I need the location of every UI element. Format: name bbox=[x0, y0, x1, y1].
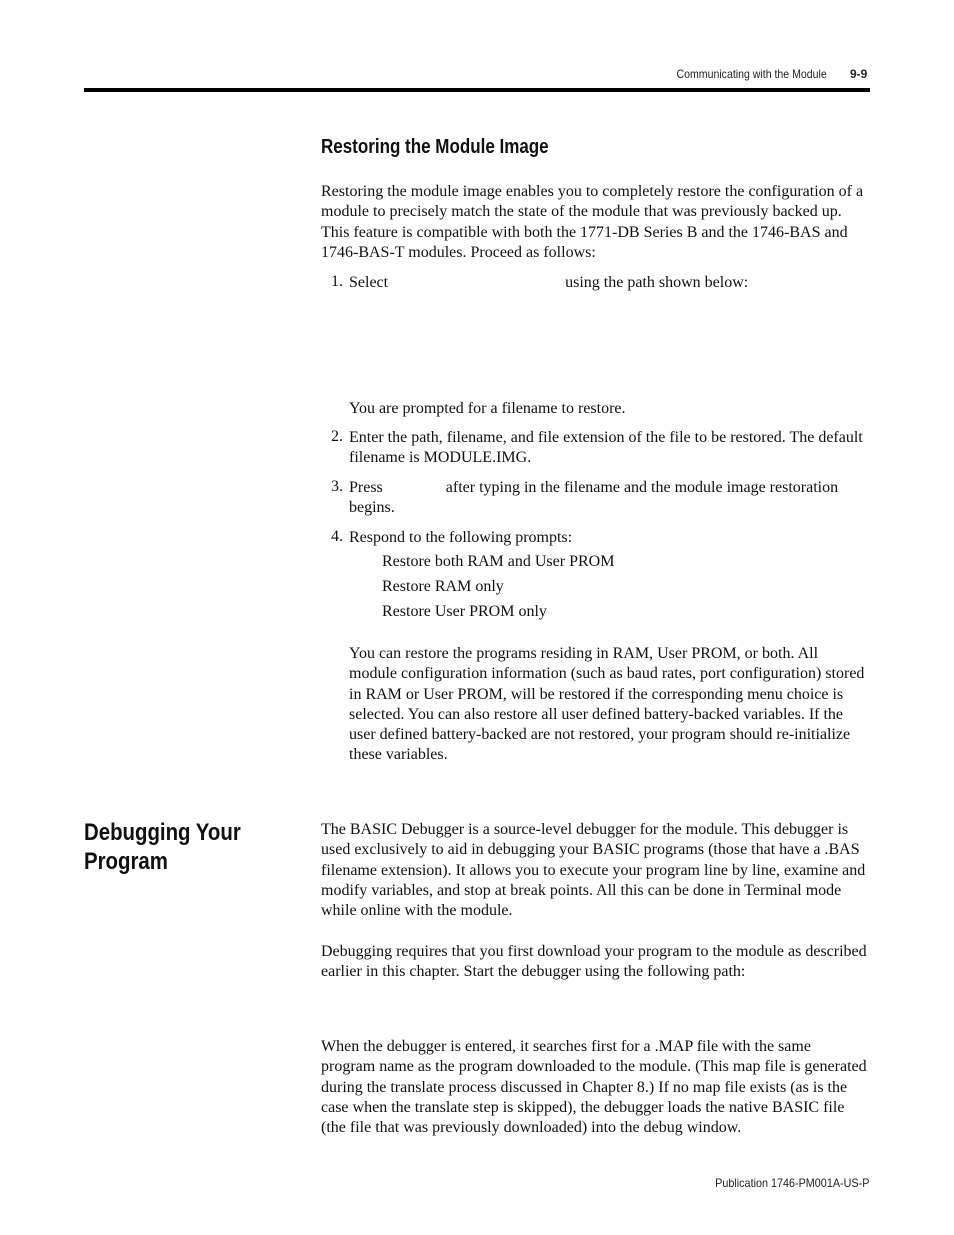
step-3-text bbox=[349, 478, 869, 519]
step-4-text: Respond to the following prompts: bbox=[349, 529, 573, 546]
section-heading-debug: Debugging Your Program bbox=[84, 819, 241, 875]
step-1-text-after: using the path shown below: bbox=[565, 274, 749, 291]
step-2-number: 2. bbox=[331, 428, 343, 445]
step-1-text bbox=[349, 273, 869, 293]
step-1-text-before: Select bbox=[349, 274, 389, 291]
running-header-title: Communicating with the Module bbox=[676, 67, 827, 81]
step-3-number: 3. bbox=[331, 478, 343, 495]
step-1-note: You are prompted for a filename to restore. bbox=[349, 400, 626, 417]
prompt-option: Restore RAM only bbox=[382, 578, 504, 595]
footer-publication: Publication 1746-PM001A-US-P bbox=[714, 1176, 869, 1190]
step-4-number: 4. bbox=[331, 528, 343, 545]
step-3-text-before: Press bbox=[349, 479, 383, 496]
prompt-option: Restore User PROM only bbox=[382, 603, 547, 620]
step-3-text-after: after typing in the filename and the module image restoration begins. bbox=[349, 479, 839, 517]
debug-paragraph-2: Debugging requires that you first download your program to the module as described earlier in this chapter. Start the debugger using the following path: bbox=[321, 943, 867, 981]
header-rule bbox=[84, 88, 870, 92]
step-4-closing: You can restore the programs residing in RAM, User PROM, or both. All module configuration information (such as baud rates, port configuration) stored in RAM or User PROM, will be restored if the corresponding menu choice is selected. You can also restore all user defined battery-backed variables. If the user defined battery-backed are not restored, your program should re-initialize these variables. bbox=[349, 645, 865, 764]
step-1-number: 1. bbox=[331, 273, 343, 290]
step-2-text: Enter the path, filename, and file extension of the file to be restored. The default filename is MODULE.IMG. bbox=[349, 429, 863, 467]
prompt-option: Restore both RAM and User PROM bbox=[382, 553, 615, 570]
restore-intro-paragraph: Restoring the module image enables you to completely restore the configuration of a module to precisely match the state of the module that was previously backed up. This feature is compatible with both the 1771-DB Series B and the 1746-BAS and 1746-BAS-T modules. Proceed as follows: bbox=[321, 183, 864, 261]
page-number: 9-9 bbox=[850, 67, 868, 81]
debug-paragraph-3: When the debugger is entered, it searches first for a .MAP file with the same program name as the program downloaded to the module. (This map file is generated during the translate process discussed in Chapter 8.) If no map file exists (as is the case when the translate step is skipped), the debugger loads the native BASIC file (the file that was previously downloaded) into the debug window. bbox=[321, 1038, 867, 1137]
section-heading-restore: Restoring the Module Image bbox=[321, 136, 549, 158]
debug-paragraph-1: The BASIC Debugger is a source-level debugger for the module. This debugger is used exclusively to aid in debugging your BASIC programs (those that have a .BAS filename extension). It allows you to execute your program line by line, examine and modify variables, and stop at break points. All this can be done in Terminal mode while online with the module. bbox=[321, 821, 866, 920]
